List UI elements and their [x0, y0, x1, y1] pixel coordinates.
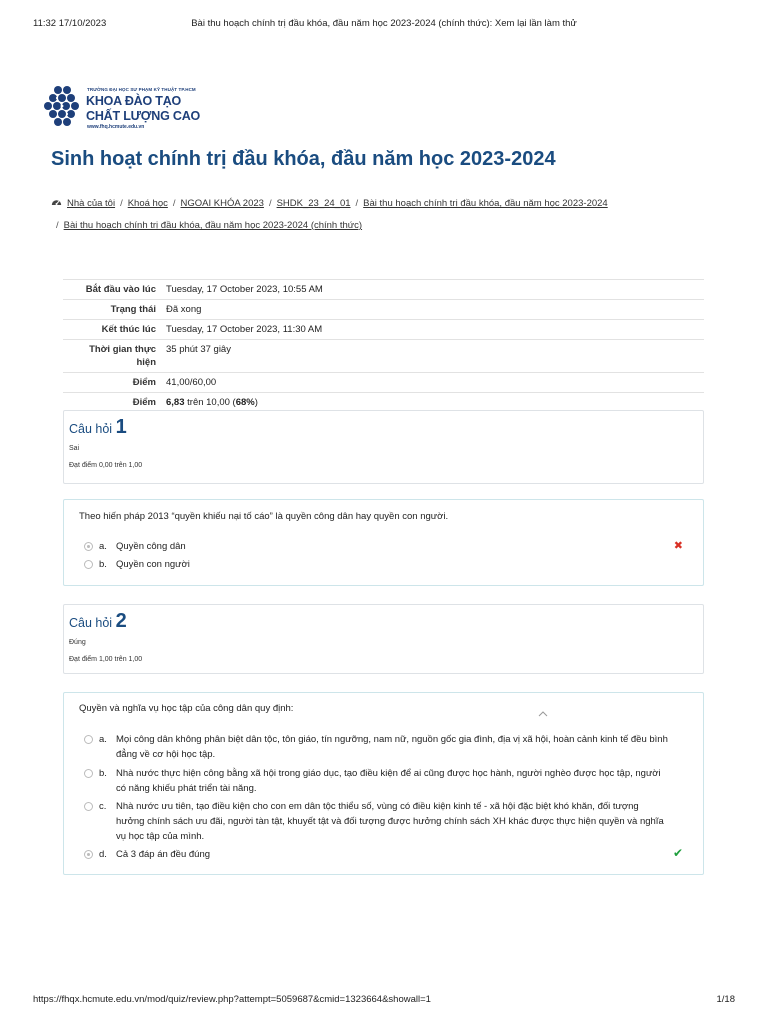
incorrect-x-icon: ✖	[673, 540, 683, 552]
answer-radio[interactable]	[84, 769, 93, 778]
correct-check-icon: ✔	[672, 846, 683, 860]
breadcrumb-separator: /	[268, 198, 272, 209]
summary-label: Trạng thái	[63, 300, 162, 320]
print-datetime: 11:32 17/10/2023	[33, 18, 107, 29]
breadcrumb-line-2	[51, 220, 728, 231]
summary-row-time-taken	[63, 340, 704, 373]
question-text: Theo hiến pháp 2013 “quyền khiếu nại tố cáo” là quyền công dân hay quyền con người.	[79, 511, 449, 522]
summary-label-line-1: Thời gian thực	[89, 344, 156, 355]
answer-option[interactable]	[84, 557, 688, 572]
answer-text: Quyền con người	[116, 559, 190, 570]
question-content-1	[63, 499, 704, 586]
summary-value: 35 phút 37 giây	[162, 340, 704, 373]
summary-label: Bắt đầu vào lúc	[63, 280, 162, 300]
breadcrumb-item-quiz[interactable]: Bài thu hoạch chính trị đầu khóa, đầu năm học 2023-2024 (chính thức)	[63, 220, 363, 231]
summary-label-line-2: hiện	[136, 357, 156, 368]
answer-option[interactable]	[84, 799, 688, 844]
question-label: Câu hỏi	[69, 422, 113, 436]
question-state: Sai	[69, 445, 80, 452]
summary-row-completed	[63, 320, 704, 340]
breadcrumb-separator: /	[56, 220, 59, 231]
question-number-value: 1	[115, 416, 127, 438]
breadcrumb-item-course[interactable]: SHDK_23_24_01	[276, 198, 351, 209]
summary-label: Điểm	[63, 393, 162, 413]
question-grade: Đạt điểm 0,00 trên 1,00	[69, 462, 143, 469]
breadcrumb-item-home[interactable]: Nhà của tôi	[67, 198, 116, 209]
breadcrumb-item-section[interactable]: Bài thu hoạch chính trị đầu khóa, đầu năm học 2023-2024	[363, 198, 608, 209]
answer-radio[interactable]	[84, 735, 93, 744]
question-number	[69, 610, 127, 633]
question-info-1	[63, 410, 704, 484]
question-number	[69, 416, 127, 439]
breadcrumb-separator: /	[120, 198, 123, 209]
answer-radio[interactable]	[84, 560, 93, 569]
grade-score: 6,83	[166, 397, 185, 408]
answer-text: Quyền công dân	[116, 541, 186, 552]
summary-label: Điểm	[63, 373, 162, 393]
answer-option[interactable]	[84, 732, 688, 762]
answer-letter: d.	[99, 849, 107, 860]
chevron-up-icon[interactable]	[538, 711, 548, 717]
question-info-2	[63, 604, 704, 674]
summary-value: 41,00/60,00	[162, 373, 704, 393]
answer-letter: b.	[99, 559, 107, 570]
answer-option[interactable]	[84, 847, 688, 862]
summary-row-started	[63, 280, 704, 300]
answer-radio[interactable]	[84, 802, 93, 811]
breadcrumb-separator: /	[355, 198, 359, 209]
question-grade: Đạt điểm 1,00 trên 1,00	[69, 656, 143, 663]
summary-value: Đã xong	[162, 300, 704, 320]
question-content-2	[63, 692, 704, 875]
answer-radio[interactable]	[84, 850, 93, 859]
question-label: Câu hỏi	[69, 616, 113, 630]
answer-letter: b.	[99, 768, 107, 779]
answer-text: Mọi công dân không phân biệt dân tộc, tôn giáo, tín ngưỡng, nam nữ, nguồn gốc gia đình, địa vị xã hội, hoàn cảnh kinh tế đều bình đẳng về cơ hội học tập.	[116, 734, 668, 760]
logo-hexagon-icon	[44, 85, 84, 131]
logo-line-2: CHẤT LƯỢNG CAO	[86, 109, 201, 123]
breadcrumb	[51, 197, 728, 209]
print-url: https://fhqx.hcmute.edu.vn/mod/quiz/review.php?attempt=5059687&cmid=1323664&showall=1	[33, 994, 431, 1005]
answer-radio[interactable]	[84, 542, 93, 551]
answer-letter: a.	[99, 734, 107, 745]
question-state: Đúng	[69, 639, 86, 646]
answer-letter: a.	[99, 541, 107, 552]
breadcrumb-item-category[interactable]: NGOAI KHÓA 2023	[180, 198, 264, 209]
summary-label	[63, 340, 162, 373]
answer-text: Nhà nước thực hiện công bằng xã hội trong giáo dục, tạo điều kiện để ai cũng được học hành, người nghèo được học tập, người có năng khiếu phát triển tài năng.	[116, 768, 661, 794]
summary-row-state	[63, 300, 704, 320]
breadcrumb-item-courses[interactable]: Khoá học	[127, 198, 168, 209]
summary-value: Tuesday, 17 October 2023, 11:30 AM	[162, 320, 704, 340]
grade-end: )	[254, 397, 258, 408]
question-text: Quyền và nghĩa vụ học tập của công dân quy định:	[79, 703, 294, 714]
answer-option[interactable]	[84, 539, 688, 554]
breadcrumb-separator: /	[172, 198, 176, 209]
logo-website: www.fhq.hcmute.edu.vn	[87, 124, 145, 130]
grade-percent: 68%	[235, 397, 255, 408]
answer-text: Nhà nước ưu tiên, tạo điều kiện cho con em dân tộc thiểu số, vùng có điều kiện kinh tế - xã hội đặc biệt khó khăn, đối tượng hưởng chính sách ưu đãi, người tàn tật, khuyết tật và đối tượng được hưởng chính sách XH khác được thực hiện quyền và nghĩa vụ học tập của mình.	[116, 801, 664, 842]
site-logo[interactable]	[44, 84, 244, 134]
answer-letter: c.	[99, 801, 107, 812]
logo-line-1: KHOA ĐÀO TẠO	[86, 94, 182, 108]
summary-row-marks	[63, 373, 704, 393]
print-page-number: 1/18	[716, 994, 735, 1005]
print-page-title: Bài thu hoạch chính trị đầu khóa, đầu năm học 2023-2024 (chính thức): Xem lại lần làm thử	[191, 18, 577, 29]
summary-value: Tuesday, 17 October 2023, 10:55 AM	[162, 280, 704, 300]
question-number-value: 2	[115, 610, 127, 632]
page-title: Sinh hoạt chính trị đầu khóa, đầu năm học 2023-2024	[51, 148, 556, 170]
answer-text: Cả 3 đáp án đều đúng	[116, 849, 211, 860]
dashboard-icon	[51, 197, 62, 207]
grade-mid: trên 10,00 (	[184, 397, 236, 408]
summary-label: Kết thúc lúc	[63, 320, 162, 340]
answer-option[interactable]	[84, 766, 688, 796]
attempt-summary-table	[63, 279, 704, 413]
logo-school-name: TRƯỜNG ĐẠI HỌC SƯ PHẠM KỸ THUẬT TP.HCM	[87, 87, 196, 92]
